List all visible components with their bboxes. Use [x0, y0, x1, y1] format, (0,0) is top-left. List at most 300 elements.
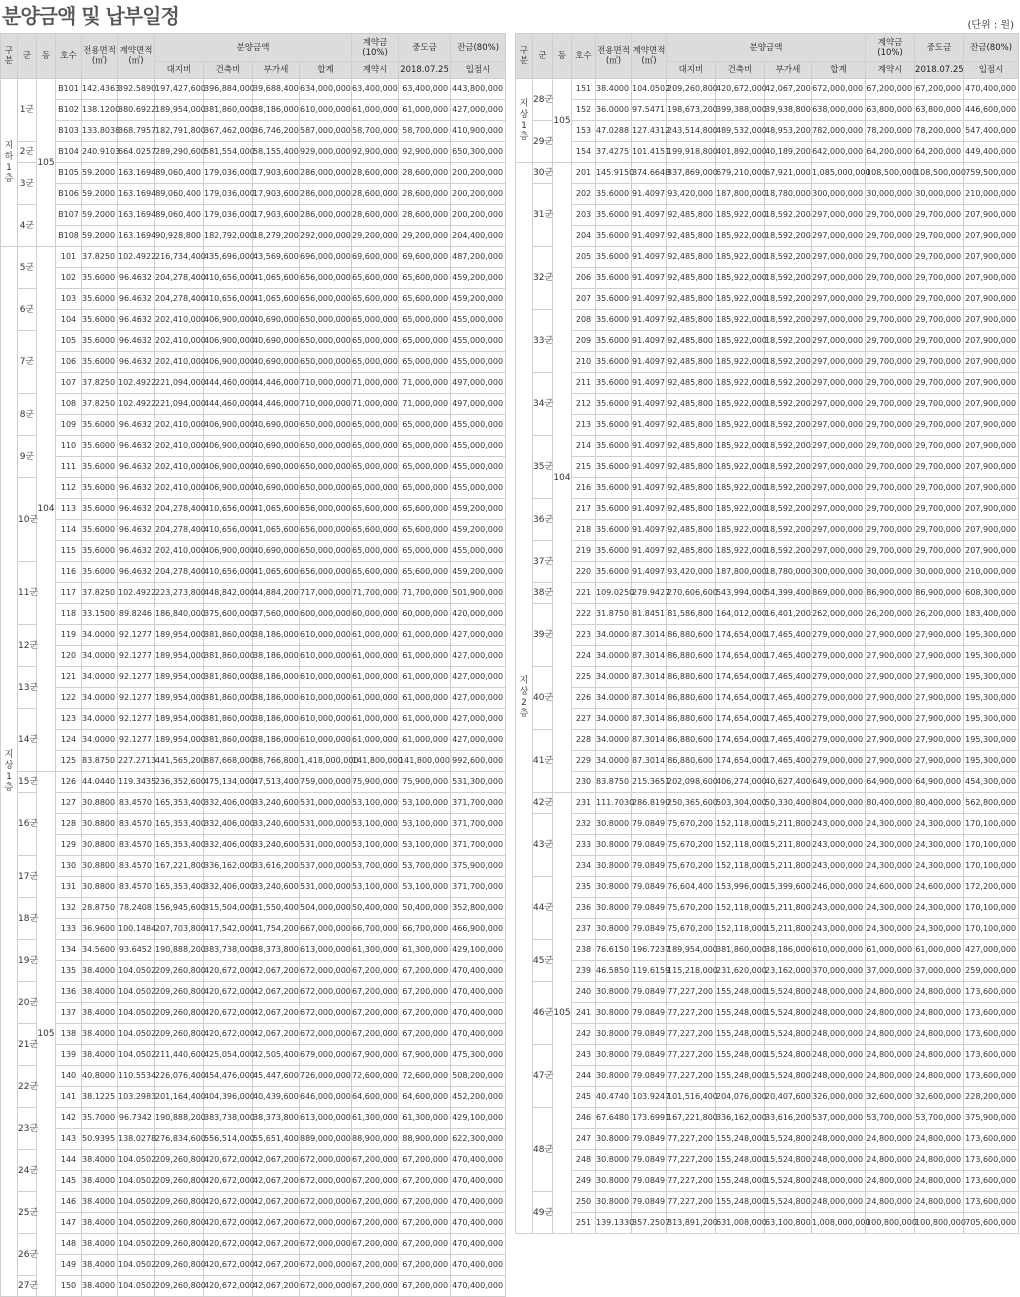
area-exclusive-cell: 50.9395: [82, 1129, 118, 1150]
middle-payment-cell: 67,200,000: [399, 1234, 451, 1255]
building-cost-cell: 383,738,000: [204, 1108, 253, 1129]
hosu-cell: 132: [56, 898, 82, 919]
vat-cell: 33,240,600: [253, 814, 300, 835]
deposit-cell: 72,600,000: [352, 1066, 399, 1087]
middle-payment-cell: 58,700,000: [399, 121, 451, 142]
dong-cell: 105: [553, 793, 572, 1234]
land-cost-cell: 201,164,400: [155, 1087, 204, 1108]
table-row: [1, 289, 506, 310]
group-cell: 23군: [18, 1108, 37, 1150]
balance-cell: 466,900,000: [451, 919, 506, 940]
table-row: [1, 142, 506, 163]
header-area-contract: 계약면적 (㎡): [632, 34, 667, 79]
vat-cell: 36,746,200: [253, 121, 300, 142]
building-cost-cell: 404,396,000: [204, 1087, 253, 1108]
area-contract-cell: 97.5471: [632, 100, 667, 121]
land-cost-cell: 167,221,800: [155, 856, 204, 877]
balance-cell: 195,300,000: [964, 625, 1019, 646]
table-row: [516, 268, 1019, 289]
deposit-cell: 65,600,000: [352, 268, 399, 289]
area-contract-cell: 79.0849: [632, 982, 667, 1003]
balance-cell: 170,100,000: [964, 898, 1019, 919]
table-row: [516, 730, 1019, 751]
area-contract-cell: 96.4632: [118, 436, 155, 457]
area-contract-cell: 163.1694: [118, 184, 155, 205]
vat-cell: 18,592,200: [765, 310, 812, 331]
area-exclusive-cell: 34.0000: [82, 667, 118, 688]
deposit-cell: 24,800,000: [866, 982, 915, 1003]
middle-payment-cell: 37,000,000: [915, 961, 964, 982]
total-cell: 710,000,000: [300, 394, 352, 415]
middle-payment-cell: 67,200,000: [399, 1255, 451, 1276]
area-exclusive-cell: 35.6000: [596, 331, 632, 352]
header-middle-date: 2018.07.25: [399, 62, 451, 79]
table-row: [516, 520, 1019, 541]
balance-cell: 207,900,000: [964, 331, 1019, 352]
hosu-cell: 230: [572, 772, 596, 793]
building-cost-cell: 185,922,000: [716, 352, 765, 373]
group-cell: 8군: [18, 394, 37, 436]
land-cost-cell: 202,410,000: [155, 310, 204, 331]
building-cost-cell: 174,654,000: [716, 667, 765, 688]
group-cell: 2군: [18, 142, 37, 163]
total-cell: 1,418,000,000: [300, 751, 352, 772]
balance-cell: 455,000,000: [451, 310, 506, 331]
total-cell: 1,085,000,000: [812, 163, 866, 184]
area-contract-cell: 79.0849: [632, 919, 667, 940]
deposit-cell: 141,800,000: [352, 751, 399, 772]
balance-cell: 470,400,000: [451, 1024, 506, 1045]
land-cost-cell: 75,670,200: [667, 898, 716, 919]
total-cell: 650,000,000: [300, 352, 352, 373]
area-exclusive-cell: 34.0000: [596, 646, 632, 667]
land-cost-cell: 89,060,400: [155, 163, 204, 184]
building-cost-cell: 381,860,000: [204, 646, 253, 667]
vat-cell: 15,211,800: [765, 814, 812, 835]
hosu-cell: 143: [56, 1129, 82, 1150]
area-exclusive-cell: 31.8750: [596, 604, 632, 625]
deposit-cell: 29,700,000: [866, 247, 915, 268]
group-cell: 27군: [18, 1276, 37, 1297]
land-cost-cell: 81,586,800: [667, 604, 716, 625]
vat-cell: 42,067,200: [253, 1171, 300, 1192]
middle-payment-cell: 80,400,000: [915, 793, 964, 814]
total-cell: 286,000,000: [300, 205, 352, 226]
vat-cell: 42,067,200: [253, 1192, 300, 1213]
building-cost-cell: 489,532,000: [716, 121, 765, 142]
vat-cell: 18,592,200: [765, 499, 812, 520]
middle-payment-cell: 24,300,000: [915, 898, 964, 919]
table-row: [1, 919, 506, 940]
middle-payment-cell: 53,700,000: [399, 856, 451, 877]
land-cost-cell: 92,485,800: [667, 499, 716, 520]
vat-cell: 18,592,200: [765, 436, 812, 457]
middle-payment-cell: 65,000,000: [399, 478, 451, 499]
land-cost-cell: 207,703,800: [155, 919, 204, 940]
deposit-cell: 29,700,000: [866, 394, 915, 415]
area-contract-cell: 79.0849: [632, 1066, 667, 1087]
middle-payment-cell: 24,800,000: [915, 1045, 964, 1066]
area-contract-cell: 91.4097: [632, 373, 667, 394]
building-cost-cell: 401,892,000: [716, 142, 765, 163]
hosu-cell: 244: [572, 1066, 596, 1087]
balance-cell: 371,700,000: [451, 877, 506, 898]
vat-cell: 45,447,600: [253, 1066, 300, 1087]
building-cost-cell: 152,118,000: [716, 898, 765, 919]
total-cell: 650,000,000: [300, 457, 352, 478]
vat-cell: 42,067,200: [253, 1213, 300, 1234]
middle-payment-cell: 75,900,000: [399, 772, 451, 793]
area-contract-cell: 104.0502: [118, 1003, 155, 1024]
area-exclusive-cell: 30.8000: [596, 1192, 632, 1213]
total-cell: 656,000,000: [300, 289, 352, 310]
area-exclusive-cell: 35.6000: [82, 268, 118, 289]
area-contract-cell: 79.0849: [632, 1024, 667, 1045]
group-cell: 21군: [18, 1024, 37, 1066]
balance-cell: 173,600,000: [964, 982, 1019, 1003]
total-cell: 587,000,000: [300, 121, 352, 142]
building-cost-cell: 155,248,000: [716, 1045, 765, 1066]
table-row: [516, 1213, 1019, 1234]
balance-cell: 207,900,000: [964, 226, 1019, 247]
building-cost-cell: 410,656,000: [204, 520, 253, 541]
group-cell: 43군: [533, 814, 553, 877]
deposit-cell: 29,200,000: [352, 226, 399, 247]
area-contract-cell: 91.4097: [632, 247, 667, 268]
balance-cell: 170,100,000: [964, 919, 1019, 940]
table-row: [1, 1150, 506, 1171]
area-exclusive-cell: 38.4000: [82, 961, 118, 982]
building-cost-cell: 381,860,000: [204, 688, 253, 709]
land-cost-cell: 202,410,000: [155, 415, 204, 436]
building-cost-cell: 406,900,000: [204, 457, 253, 478]
deposit-cell: 24,300,000: [866, 856, 915, 877]
total-cell: 531,000,000: [300, 814, 352, 835]
deposit-cell: 24,800,000: [866, 1003, 915, 1024]
deposit-cell: 67,200,000: [352, 961, 399, 982]
area-contract-cell: 163.1694: [118, 226, 155, 247]
area-exclusive-cell: 35.6000: [82, 310, 118, 331]
area-contract-cell: 79.0849: [632, 856, 667, 877]
hosu-cell: 116: [56, 562, 82, 583]
building-cost-cell: 164,012,000: [716, 604, 765, 625]
deposit-cell: 29,700,000: [866, 331, 915, 352]
group-cell: 24군: [18, 1150, 37, 1192]
middle-payment-cell: 29,700,000: [915, 247, 964, 268]
total-cell: 243,000,000: [812, 856, 866, 877]
table-row: [516, 352, 1019, 373]
floor-cell: [516, 163, 533, 1234]
land-cost-cell: 209,260,800: [155, 1150, 204, 1171]
header-price-group: 분양금액: [155, 34, 352, 62]
group-cell: 3군: [18, 163, 37, 205]
vat-cell: 40,189,200: [765, 142, 812, 163]
middle-payment-cell: 71,000,000: [399, 373, 451, 394]
building-cost-cell: 410,656,000: [204, 289, 253, 310]
vat-cell: 38,373,800: [253, 1108, 300, 1129]
area-exclusive-cell: 133.8038: [82, 121, 118, 142]
middle-payment-cell: 24,300,000: [915, 814, 964, 835]
area-contract-cell: 83.4570: [118, 877, 155, 898]
area-contract-cell: 104.0502: [118, 1276, 155, 1297]
table-row: [516, 1024, 1019, 1045]
total-cell: 297,000,000: [812, 499, 866, 520]
hosu-cell: 210: [572, 352, 596, 373]
area-contract-cell: 286.8190: [632, 793, 667, 814]
table-row: [1, 961, 506, 982]
total-cell: 248,000,000: [812, 982, 866, 1003]
land-cost-cell: 86,880,600: [667, 667, 716, 688]
area-contract-cell: 96.4632: [118, 331, 155, 352]
hosu-cell: B104: [56, 142, 82, 163]
vat-cell: 17,465,400: [765, 646, 812, 667]
balance-cell: 173,600,000: [964, 1171, 1019, 1192]
balance-cell: 173,600,000: [964, 1045, 1019, 1066]
area-exclusive-cell: 30.8000: [596, 1024, 632, 1045]
area-exclusive-cell: 37.4275: [596, 142, 632, 163]
building-cost-cell: 179,036,000: [204, 163, 253, 184]
total-cell: 531,000,000: [300, 835, 352, 856]
hosu-cell: B103: [56, 121, 82, 142]
area-exclusive-cell: 35.6000: [596, 478, 632, 499]
hosu-cell: 236: [572, 898, 596, 919]
floor-label: 지상1층: [4, 749, 14, 793]
area-contract-cell: 79.0849: [632, 1192, 667, 1213]
land-cost-cell: 86,880,600: [667, 646, 716, 667]
land-cost-cell: 209,260,800: [155, 961, 204, 982]
building-cost-cell: 332,406,000: [204, 814, 253, 835]
building-cost-cell: 185,922,000: [716, 499, 765, 520]
table-row: [1, 562, 506, 583]
area-contract-cell: 87.3014: [632, 751, 667, 772]
hosu-cell: 234: [572, 856, 596, 877]
area-exclusive-cell: 30.8000: [596, 1129, 632, 1150]
building-cost-cell: 185,922,000: [716, 478, 765, 499]
group-cell: 22군: [18, 1066, 37, 1108]
building-cost-cell: 185,922,000: [716, 247, 765, 268]
header-price-group: 분양금액: [667, 34, 866, 62]
deposit-cell: 60,000,000: [352, 604, 399, 625]
header-building: 건축비: [204, 62, 253, 79]
vat-cell: 18,592,200: [765, 415, 812, 436]
middle-payment-cell: 28,600,000: [399, 184, 451, 205]
total-cell: 650,000,000: [300, 478, 352, 499]
balance-cell: 173,600,000: [964, 1024, 1019, 1045]
group-cell: 34군: [533, 373, 553, 436]
table-row: [1, 793, 506, 814]
vat-cell: 41,065,600: [253, 268, 300, 289]
vat-cell: 18,592,200: [765, 352, 812, 373]
area-contract-cell: 104.0502: [118, 1192, 155, 1213]
balance-cell: 455,000,000: [451, 436, 506, 457]
area-exclusive-cell: 59.2000: [82, 205, 118, 226]
hosu-cell: 248: [572, 1150, 596, 1171]
area-contract-cell: 96.4632: [118, 520, 155, 541]
area-exclusive-cell: 35.6000: [82, 541, 118, 562]
group-cell: 20군: [18, 982, 37, 1024]
area-exclusive-cell: 35.6000: [82, 478, 118, 499]
table-row: [1, 583, 506, 604]
balance-cell: 207,900,000: [964, 499, 1019, 520]
building-cost-cell: 152,118,000: [716, 856, 765, 877]
total-cell: 286,000,000: [300, 163, 352, 184]
group-cell: 14군: [18, 709, 37, 772]
deposit-cell: 53,100,000: [352, 793, 399, 814]
table-row: [516, 583, 1019, 604]
land-cost-cell: 199,918,800: [667, 142, 716, 163]
middle-payment-cell: 29,700,000: [915, 457, 964, 478]
total-cell: 804,000,000: [812, 793, 866, 814]
area-contract-cell: 87.3014: [632, 646, 667, 667]
total-cell: 613,000,000: [300, 1108, 352, 1129]
building-cost-cell: 332,406,000: [204, 793, 253, 814]
land-cost-cell: 202,410,000: [155, 457, 204, 478]
deposit-cell: 58,700,000: [352, 121, 399, 142]
group-cell: 37군: [533, 541, 553, 583]
total-cell: 531,000,000: [300, 793, 352, 814]
group-cell: 26군: [18, 1234, 37, 1276]
total-cell: 672,000,000: [300, 1234, 352, 1255]
deposit-cell: 27,900,000: [866, 730, 915, 751]
deposit-cell: 61,300,000: [352, 1108, 399, 1129]
unit-label: (단위 : 원): [967, 20, 1014, 31]
total-cell: 610,000,000: [300, 709, 352, 730]
balance-cell: 475,300,000: [451, 1045, 506, 1066]
land-cost-cell: 77,227,200: [667, 1003, 716, 1024]
building-cost-cell: 155,248,000: [716, 1024, 765, 1045]
vat-cell: 44,446,000: [253, 373, 300, 394]
vat-cell: 33,616,200: [765, 1108, 812, 1129]
deposit-cell: 65,000,000: [352, 331, 399, 352]
balance-cell: 207,900,000: [964, 373, 1019, 394]
deposit-cell: 64,900,000: [866, 772, 915, 793]
total-cell: 672,000,000: [300, 1255, 352, 1276]
vat-cell: 37,560,000: [253, 604, 300, 625]
total-cell: 613,000,000: [300, 940, 352, 961]
vat-cell: 40,690,000: [253, 478, 300, 499]
total-cell: 649,000,000: [812, 772, 866, 793]
area-exclusive-cell: 40.8000: [82, 1066, 118, 1087]
header-total: 합계: [300, 62, 352, 79]
middle-payment-cell: 27,900,000: [915, 667, 964, 688]
area-exclusive-cell: 145.9150: [596, 163, 632, 184]
balance-cell: 210,000,000: [964, 562, 1019, 583]
hosu-cell: 102: [56, 268, 82, 289]
middle-payment-cell: 61,000,000: [399, 730, 451, 751]
middle-payment-cell: 61,000,000: [399, 625, 451, 646]
building-cost-cell: 367,462,000: [204, 121, 253, 142]
table-row: [516, 793, 1019, 814]
area-exclusive-cell: 83.8750: [82, 751, 118, 772]
table-row: [516, 163, 1019, 184]
area-exclusive-cell: 30.8800: [82, 793, 118, 814]
balance-cell: 449,400,000: [964, 142, 1019, 163]
area-exclusive-cell: 35.6000: [596, 226, 632, 247]
land-cost-cell: 165,353,400: [155, 814, 204, 835]
vat-cell: 43,569,600: [253, 247, 300, 268]
middle-payment-cell: 64,600,000: [399, 1087, 451, 1108]
middle-payment-cell: 67,200,000: [399, 961, 451, 982]
hosu-cell: 108: [56, 394, 82, 415]
land-cost-cell: 92,485,800: [667, 373, 716, 394]
total-cell: 672,000,000: [300, 1276, 352, 1297]
group-cell: 46군: [533, 982, 553, 1045]
price-table: [515, 33, 1019, 1234]
total-cell: 679,000,000: [300, 1045, 352, 1066]
total-cell: 672,000,000: [300, 1171, 352, 1192]
area-contract-cell: 279.9427: [632, 583, 667, 604]
middle-payment-cell: 29,700,000: [915, 352, 964, 373]
middle-payment-cell: 61,000,000: [399, 667, 451, 688]
vat-cell: 42,067,200: [253, 1024, 300, 1045]
balance-cell: 562,800,000: [964, 793, 1019, 814]
area-exclusive-cell: 35.6000: [596, 541, 632, 562]
group-cell: 5군: [18, 247, 37, 289]
vat-cell: 67,921,000: [765, 163, 812, 184]
floor-label: 지상1층: [519, 98, 529, 142]
total-cell: 642,000,000: [812, 142, 866, 163]
area-exclusive-cell: 35.6000: [82, 520, 118, 541]
land-cost-cell: 76,604,400: [667, 877, 716, 898]
group-cell: 1군: [18, 79, 37, 142]
building-cost-cell: 435,696,000: [204, 247, 253, 268]
area-contract-cell: 91.4097: [632, 205, 667, 226]
area-exclusive-cell: 30.8800: [82, 856, 118, 877]
land-cost-cell: 101,516,400: [667, 1087, 716, 1108]
group-cell: 35군: [533, 436, 553, 499]
table-row: [1, 751, 506, 772]
area-contract-cell: 102.4922: [118, 394, 155, 415]
total-cell: 297,000,000: [812, 478, 866, 499]
deposit-cell: 65,000,000: [352, 310, 399, 331]
hosu-cell: 120: [56, 646, 82, 667]
total-cell: 610,000,000: [300, 688, 352, 709]
price-table: [0, 33, 506, 1297]
land-cost-cell: 223,273,800: [155, 583, 204, 604]
group-cell: 33군: [533, 310, 553, 373]
total-cell: 262,000,000: [812, 604, 866, 625]
table-row: [516, 667, 1019, 688]
hosu-cell: B101: [56, 79, 82, 100]
hosu-cell: 126: [56, 772, 82, 793]
building-cost-cell: 185,922,000: [716, 415, 765, 436]
deposit-cell: 65,600,000: [352, 289, 399, 310]
land-cost-cell: 75,670,200: [667, 919, 716, 940]
area-contract-cell: 87.3014: [632, 688, 667, 709]
area-contract-cell: 392.5890: [118, 79, 155, 100]
land-cost-cell: 204,278,400: [155, 562, 204, 583]
table-row: [1, 814, 506, 835]
total-cell: 1,008,000,000: [812, 1213, 866, 1234]
area-exclusive-cell: 35.6000: [82, 331, 118, 352]
header-dong: 동: [553, 34, 572, 79]
total-cell: 656,000,000: [300, 499, 352, 520]
deposit-cell: 24,300,000: [866, 919, 915, 940]
deposit-cell: 65,000,000: [352, 415, 399, 436]
hosu-cell: 135: [56, 961, 82, 982]
vat-cell: 15,524,800: [765, 1045, 812, 1066]
area-contract-cell: 79.0849: [632, 814, 667, 835]
header-deposit: 계약금 (10%): [866, 34, 915, 62]
vat-cell: 42,067,200: [253, 1150, 300, 1171]
land-cost-cell: 92,485,800: [667, 394, 716, 415]
vat-cell: 38,186,000: [253, 100, 300, 121]
table-row: [516, 562, 1019, 583]
building-cost-cell: 420,672,000: [204, 1024, 253, 1045]
header-building: 건축비: [716, 62, 765, 79]
building-cost-cell: 153,996,000: [716, 877, 765, 898]
header-gun: 군: [533, 34, 553, 79]
